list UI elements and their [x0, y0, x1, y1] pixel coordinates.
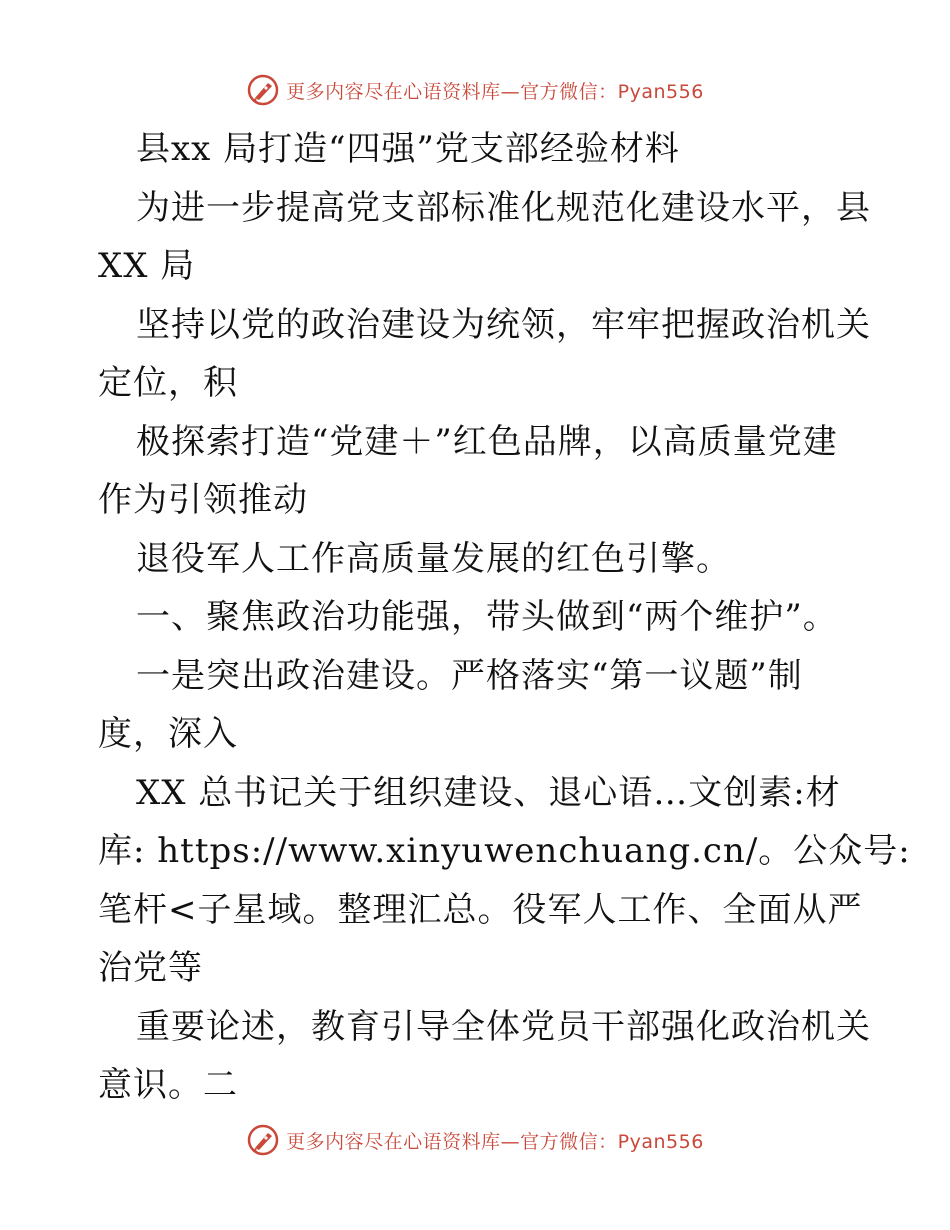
- document-line: XX 总书记关于组织建设、退心语…文创素:材: [136, 772, 841, 813]
- banner-main-text: 更多内容尽在心语资料库: [286, 80, 501, 103]
- document-line: 笔杆<子星域。整理汇总。役军人工作、全面从严: [98, 889, 863, 930]
- document-line: 度，深入: [98, 714, 238, 754]
- document-line: 县xx 局打造“四强”党支部经验材料: [136, 129, 680, 169]
- footer-banner: [0, 1120, 950, 1160]
- header-banner: [0, 70, 950, 110]
- document-line: 一、聚焦政治功能强，带头做到“两个维护”。: [136, 597, 838, 637]
- document-line: 重要论述，教育引导全体党员干部强化政治机关: [136, 1006, 871, 1047]
- document-line: XX 局: [98, 246, 196, 286]
- document-line: 治党等: [98, 948, 203, 988]
- banner-text: [286, 77, 704, 104]
- document-line: 定位，积: [98, 363, 238, 403]
- pen-nib-logo-icon: [246, 1123, 280, 1157]
- document-line: 为进一步提高党支部标准化规范化建设水平，县: [136, 187, 871, 228]
- document-line: 库: https://www.xinyuwenchuang.cn/。公众号:: [98, 831, 911, 871]
- document-line: 极探索打造“党建＋”红色品牌，以高质量党建: [136, 421, 838, 462]
- document-line: 作为引领推动: [98, 480, 308, 520]
- document-line: 退役军人工作高质量发展的红色引擎。: [136, 538, 731, 579]
- banner-separator: —: [500, 1130, 521, 1153]
- banner-text: [286, 1127, 704, 1154]
- banner-suffix-text: 官方微信：Pyan556: [520, 80, 704, 103]
- banner-main-text: 更多内容尽在心语资料库: [286, 1130, 501, 1153]
- banner-separator: —: [500, 80, 521, 103]
- pen-nib-logo-icon: [246, 73, 280, 107]
- document-line: 意识。二: [98, 1065, 238, 1105]
- document-body: [98, 120, 911, 1115]
- document-line: 坚持以党的政治建设为统领，牢牢把握政治机关: [136, 304, 871, 345]
- document-line: 一是突出政治建设。严格落实“第一议题”制: [136, 655, 803, 696]
- banner-suffix-text: 官方微信：Pyan556: [520, 1130, 704, 1153]
